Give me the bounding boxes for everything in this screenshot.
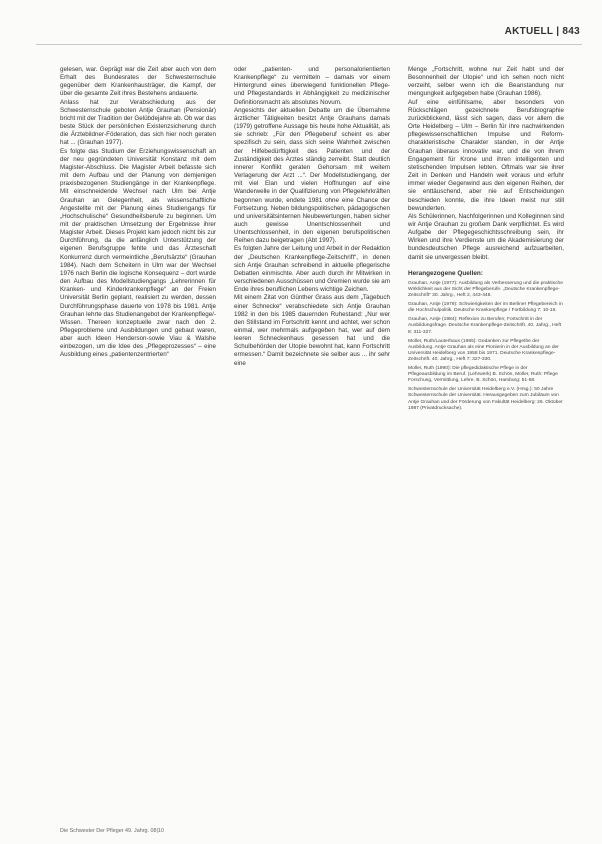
paragraph: gelesen, war. Geprägt war die Zeit aber auch von dem Erhalt des Bundesrates der Schwesternschule gegenüber dem Krankenhausträger, die Kampf, der über die gesamte Zeit ihres Bestehens andauerte.	[60, 66, 216, 98]
running-head: AKTUELL | 843	[504, 26, 580, 37]
paragraph: oder „patienten- und personalorientierten Krankenpflege“ zu vermitteln – damals vor einem Hintergrund eines überwiegend funktionellen Pflege- und Pflegestandards in Abhängigkeit zu medizinischer Definitionsmacht als absolutes Novum.	[234, 66, 390, 106]
reference-entry: Grauhan, Antje (1984): Reflexion zu Berufen; Fortschritt in der Ausbildungsfrage. Deutsche Krankenpflege-Zeitschrift. 40. Jahrg., Heft 8: 311-327.	[408, 317, 562, 335]
reference-entry: Moller, Ruth (1990): Die pflegedidaktische Pflege in der Pflegeausbildung im Beruf. (Lehrwerk) B. Schön, Moller, Ruth: Pflege Forschung, Vermittlung, Lehre. B. Schön, Hamburg: 51-58.	[408, 366, 558, 384]
page-footer: Die Schwester Der Pfleger 49. Jahrg. 08|10	[60, 828, 164, 834]
text-column-3	[408, 66, 564, 822]
paragraph: Anlass hat zur Verabschiedung aus der Schwesternschule geboten Antje Grauhan (Pensionär) bricht mit der Tradition der Gelübdejahre ab. Ob war das beste Stück der persönlichen Existenzsicherung durch die Ärztebildner-Föderation, das sich hier noch geraten hat ... (Grauhan 1977).	[60, 98, 216, 147]
text-column-2	[234, 66, 390, 822]
paragraph: Mit einem Zitat von Günther Grass aus dem „Tagebuch einer Schnecke“ verabschiedete sich Antje Grauhan 1982 in den bis 1985 dauernden Ruhestand: „Nur wer den Stillstand im Fortschritt kennt und achtet, wer schon einmal, wer mehrmals aufgegeben hat, wer auf dem leeren Schneckenhaus gesessen hat und die Schulbehörden der Utopie bewohnt hat, kann Fortschritt ermessen.“ Damit bezeichnete sie selber aus ... ihr sehr eine	[234, 294, 390, 367]
references-heading: Herangezogene Quellen:	[408, 269, 483, 277]
reference-entry: Moller, Ruth/Lauterhaus (1985): Gedanken zur Pflegethe der Ausbildung. Antje Grauhan als eine Pionierin in der Ausbildung an der Universität Heidelberg von 1958 bis 1971. Deutsche Krankenpflege-Zeitschrift. 40. Jahrg., Heft 7: 327-330.	[408, 338, 559, 362]
paragraph: Als Schülerinnen, Nachfolgerinnen und Kolleginnen sind wir Antje Grauhan zu großem Dank verpflichtet. Es wird Aufgabe der Pflegegeschichtsschreibung sein, ihr Wirken und ihre Verdienste um die Akademisierung der bundesdeutschen Pflege ausreichend aufzuarbeiten, damit sie unvergessen bleibt.	[408, 212, 564, 261]
reference-entry: Grauhan, Antje (1979): Schwierigkeiten der im Berliner Pflegebereich in die Hochschulpolitik. Deutsche Krankenpflege / Fortbildung 7: 10-16.	[408, 302, 563, 314]
reference-entry: Schwesternschule der Universität Heidelberg e.V. (Hrsg.): 50 Jahre Schwesternschule der Universität. Herausgegeben zum Jubiläum von Antje Grauhan und der Förderung von Fakultät Heidelberg: 26. Oktober 1987 (Privatdrucksache).	[408, 387, 563, 411]
paragraph: Es folgten Jahre der Leitung und Arbeit in der Redaktion der „Deutschen Krankenpflege-Zeitschrift“, in denen sich Antje Grauhan schreibend in aktuelle pflegerische Debatten einmischte. Aber auch durch ihr Mitwirken in verschiedenen Ausschüssen und Gremien wurde sie am Ende ihres beruflichen Lebens wichtige Zeichen.	[234, 245, 390, 294]
paragraph: Menge „Fortschritt, wohne nur Zeit habt und der Besonnenheit der Utopie“ und ich sehen noch nicht verzeiht, selber wenn ich die Beanstandung nur mengungkeit aufgegeben habe (Grauhan 1986).	[408, 66, 564, 98]
paragraph: Auf eine einfühlsame, aber besonders von Rückschlägen gezeichnete Berufsbiographie zurückblickend, lässt sich sagen, dass vor allem die Orte Heidelberg – Ulm – Berlin für ihre nachwirkenden pflegewissenschaftlichen Impulse und Reform-charakteristische Charakter standen, in der Antje Grauhan überaus innovativ war, und die von ihrem Engagement für Krone und ihren intelligenten und stetischenden Impulsen lebten. Oftmals war sie ihrer Zeit in Denken und Handeln weit voraus und erfuhr immer wieder Gegenwind aus den eigenen Reihen, der sie enttäuschend, aber nie auf Entscheidungen beschieden konnte, die ihre Ideen meist nur still bewunderten.	[408, 98, 564, 212]
header-rule	[36, 44, 582, 45]
reference-entry: Grauhan, Antje (1977): Ausbildung als Verbesserung und die praktische Wirklichkeit aus der Sicht der Pflegeberufe. „Deutsche Krankenpflege-Zeitschrift“ 30. Jahrg., Heft 2, 443-448.	[408, 280, 563, 299]
paragraph: Angesichts der aktuellen Debatte um die Übernahme ärztlicher Tätigkeiten besitzt Antje Grauhans damals (1979) getroffene Aussage bis heute hohe Aktualität, als sie schrieb: „Für den Pflegeberuf scheint es aber spezifisch zu sein, dass sich seine Wahrheit zwischen der Hilfebedürftigkeit des Patienten und der Zuständigkeit des Arztes ständig zerreibt. Statt deutlich innerer Konflikt geraten Gehorsam mit weitem Verlagerung der Arzt ...“. Der Modellstudiengang, der mit viel Elan und vielen Hoffnungen auf eine Wanderwelle in der Qualifizierung von Pflegelehrkräften begonnen wurde, endete 1981 ohne eine Chance der Fortsetzung. Neben bildungspolitischen, pädagogischen und universitätsinternen Neubewertungen, haben sicher auch gewisse Unentschlossenheit und Unentschlossenheit, in den eigenen berufspolitischen Reihen dazu beigetragen (Abt 1997).	[234, 106, 390, 245]
text-column-1	[60, 66, 216, 822]
paragraph: Es folgte das Studium der Erziehungswissenschaft an der neu gegründeten Universität Konstanz mit dem Magister-Abschluss. Die Magister Arbeit befasste sich mit dem Aufbau und der Planung von demjenigen praxisbezogenen Studiengänge in der Krankenpflege. Mit einschneidende Wechsel nach Ulm bei Antje Grauhan an Gelegenheit, als wissenschaftliche Angestellte mit der Planung eines Studiengangs für „Hochschulische“ Gesundheitsberufe zu beginnen. Um mit der praktischen Umsetzung der Ergebnisse ihrer Magister Arbeit. Dieses Projekt kam jedoch nicht bis zur Durchführung, da die anfänglich Unterstützung der eigenen Berufsgruppe fehlte und das Ärzteschaft Konkurrenz durch vermeintliche „Berufsärzte“ (Grauhan 1984). Nach dem Scheitern in Ulm war der Wechsel 1976 nach Berlin die logische Konsequenz – dort wurde den Aufbau des Modellstudiengangs „Lehrerinnen für Kranken- und Kinderkrankenpflege“ an der Freien Universität Berlin geplant, realisiert zu werden, dessen Durchführungsphase dauerte von 1978 bis 1981. Antje Grauhan lehrte das Studienangebot der Krankenpflege/-Wissen. Thereen konzeptuelle zwar nach den 2. Pflegeprobleme und Ausbildungen und gebaut waren, aber auch Ideen Henderson-sowie Viau & Walshe einbezogen, um die Idee des „Pflegeprozesses“ – eine Ausbildung eines „patientenzentrierten“	[60, 147, 216, 359]
